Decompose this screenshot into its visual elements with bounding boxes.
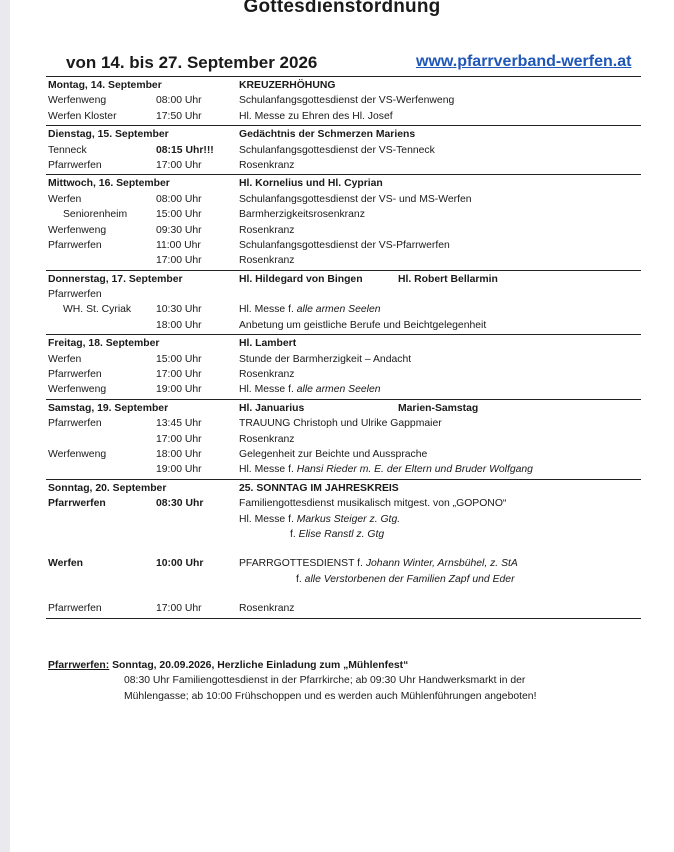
feast-name: Gedächtnis der Schmerzen Mariens <box>239 129 416 141</box>
service-place: Seniorenheim <box>63 209 128 221</box>
service-description: TRAUUNG Christoph und Ulrike Gappmaier <box>239 418 442 430</box>
service-description <box>239 462 533 477</box>
service-row <box>46 223 641 238</box>
service-row <box>46 382 641 397</box>
service-description: Familiengottesdienst musikalisch mitgest. von „GOPONO“ <box>239 498 507 510</box>
service-time: 08:30 Uhr <box>156 498 204 510</box>
service-description: Stunde der Barmherzigkeit – Andacht <box>239 353 412 365</box>
service-description: Anbetung um geistliche Berufe und Beichtgelegenheit <box>239 319 487 331</box>
service-row <box>46 496 641 511</box>
service-description: Barmherzigkeitsrosenkranz <box>239 209 365 221</box>
service-place: Pfarrwerfen <box>48 289 102 301</box>
announcement-parish: Pfarrwerfen: <box>48 660 110 671</box>
service-place: Werfen Kloster <box>48 110 117 122</box>
service-time: 15:00 Uhr <box>156 353 202 365</box>
service-place: Werfen <box>48 353 82 365</box>
service-place: Werfen <box>48 193 82 205</box>
spacer <box>46 587 641 601</box>
service-row <box>46 287 641 302</box>
day-heading-row <box>46 78 641 93</box>
service-place: Werfenweng <box>48 224 107 236</box>
announcement-line: Mühlengasse; ab 10:00 Frühschoppen und es werden auch Mühlenführungen angeboten! <box>124 690 537 702</box>
service-row <box>46 527 641 542</box>
service-description: Gelegenheit zur Beichte und Aussprache <box>239 448 428 460</box>
feast-name: Hl. Lambert <box>239 338 297 350</box>
service-description-text: PFARRGOTTESDIENST f. <box>239 558 366 570</box>
service-row <box>46 238 641 253</box>
service-place: Tenneck <box>48 144 87 156</box>
document-page <box>10 0 674 852</box>
service-description <box>296 572 515 587</box>
feast-name: 25. SONNTAG IM JAHRESKREIS <box>239 482 399 494</box>
service-place: Pfarrwerfen <box>48 418 102 430</box>
service-row <box>46 207 641 222</box>
announcement-lead <box>48 660 109 671</box>
day-heading-row <box>46 176 641 191</box>
service-time: 15:00 Uhr <box>156 209 202 221</box>
service-description-text: Hl. Messe f. <box>239 464 297 476</box>
service-description <box>290 527 384 542</box>
service-description: Schulanfangsgottesdienst der VS-Tenneck <box>239 144 435 156</box>
service-place: Werfenweng <box>48 384 107 396</box>
service-description <box>239 512 400 527</box>
announcement <box>48 658 628 704</box>
service-row <box>46 572 641 587</box>
service-description <box>239 382 381 397</box>
feast-name: Hl. Januarius <box>239 402 305 414</box>
service-intention: Elise Ranstl z. Gtg <box>298 528 385 540</box>
service-description: Hl. Messe zu Ehren des Hl. Josef <box>239 110 393 122</box>
service-intention: alle Verstorbenen der Familien Zapf und Eder <box>304 573 515 585</box>
service-row <box>46 432 641 447</box>
service-time: 19:00 Uhr <box>156 384 202 396</box>
service-row <box>46 109 641 124</box>
day-heading: Montag, 14. September <box>48 80 162 91</box>
service-place: Pfarrwerfen <box>48 603 102 615</box>
day-heading: Donnerstag, 17. September <box>48 273 183 285</box>
feast-name: KREUZERHÖHUNG <box>239 80 336 91</box>
service-place: Pfarrwerfen <box>48 498 106 510</box>
day-block-friday <box>46 335 641 400</box>
service-description: Rosenkranz <box>239 159 295 171</box>
announcement-line: 08:30 Uhr Familiengottesdienst in der Pfarrkirche; ab 09:30 Uhr Handwerksmarkt in der <box>124 675 526 687</box>
service-intention: alle armen Seelen <box>296 384 381 396</box>
day-heading-row <box>46 401 641 416</box>
service-row <box>46 93 641 108</box>
feast-name-secondary: Marien-Samstag <box>398 402 479 414</box>
service-row <box>46 447 641 462</box>
service-time: 10:30 Uhr <box>156 304 202 316</box>
day-heading: Sonntag, 20. September <box>48 482 167 494</box>
service-row <box>46 143 641 158</box>
service-time: 10:00 Uhr <box>156 558 204 570</box>
service-row <box>46 158 641 173</box>
service-intention: Hansi Rieder m. E. der Eltern und Bruder Wolfgang <box>296 464 533 476</box>
service-row <box>46 556 641 571</box>
service-description: Rosenkranz <box>239 369 295 381</box>
service-row <box>46 253 641 268</box>
service-time: 17:00 Uhr <box>156 255 202 267</box>
service-time: 18:00 Uhr <box>156 319 202 331</box>
service-row <box>46 192 641 207</box>
day-heading-row <box>46 481 641 496</box>
service-description-text: Hl. Messe f. <box>239 513 297 525</box>
schedule-table <box>46 76 641 619</box>
service-time: 08:00 Uhr <box>156 95 202 107</box>
service-time: 19:00 Uhr <box>156 464 202 476</box>
feast-name-secondary: Hl. Robert Bellarmin <box>398 273 498 285</box>
day-heading: Freitag, 18. September <box>48 338 160 350</box>
service-description: Schulanfangsgottesdienst der VS-Werfenweng <box>239 95 455 107</box>
date-range: von 14. bis 27. September 2026 <box>66 53 318 72</box>
service-description: Rosenkranz <box>239 224 295 236</box>
document-title: Gottesdienstordnung <box>243 0 441 17</box>
service-row <box>46 601 641 616</box>
service-description: Schulanfangsgottesdienst der VS- und MS-Werfen <box>239 193 472 205</box>
service-time: 09:30 Uhr <box>156 224 202 236</box>
service-place: WH. St. Cyriak <box>63 304 132 316</box>
day-block-thursday <box>46 271 641 336</box>
service-time: 13:45 Uhr <box>156 418 202 430</box>
service-description: Rosenkranz <box>239 433 295 445</box>
service-row <box>46 416 641 431</box>
service-place: Pfarrwerfen <box>48 369 102 381</box>
service-time: 17:00 Uhr <box>156 159 202 171</box>
day-heading: Dienstag, 15. September <box>48 129 169 141</box>
service-row <box>46 302 641 317</box>
service-intention: Johann Winter, Arnsbühel, z. StA <box>365 558 518 570</box>
service-description <box>239 556 518 571</box>
service-time: 17:50 Uhr <box>156 110 202 122</box>
service-place: Werfenweng <box>48 448 107 460</box>
day-heading-row <box>46 127 641 142</box>
service-place: Pfarrwerfen <box>48 159 102 171</box>
spacer <box>46 542 641 556</box>
service-description-text: f. <box>290 528 299 540</box>
service-row <box>46 352 641 367</box>
service-row <box>46 318 641 333</box>
day-block-saturday <box>46 400 641 480</box>
service-description: Schulanfangsgottesdienst der VS-Pfarrwerfen <box>239 239 450 251</box>
website-link[interactable]: www.pfarrverband-werfen.at <box>416 53 632 70</box>
service-time: 08:15 Uhr!!! <box>156 144 214 156</box>
service-time: 17:00 Uhr <box>156 603 202 615</box>
service-place: Pfarrwerfen <box>48 239 102 251</box>
feast-name: Hl. Hildegard von Bingen <box>239 273 363 285</box>
service-description: Rosenkranz <box>239 255 295 267</box>
service-time: 17:00 Uhr <box>156 369 202 381</box>
service-intention: Markus Steiger z. Gtg. <box>296 513 401 525</box>
service-place: Werfenweng <box>48 95 107 107</box>
service-time: 17:00 Uhr <box>156 433 202 445</box>
day-heading-row <box>46 272 641 287</box>
service-time: 18:00 Uhr <box>156 448 202 460</box>
service-description-text: Hl. Messe f. <box>239 384 297 396</box>
service-description: Rosenkranz <box>239 603 295 615</box>
feast-name: Hl. Kornelius und Hl. Cyprian <box>239 178 383 190</box>
service-time: 11:00 Uhr <box>156 239 201 251</box>
service-description <box>239 302 381 317</box>
day-heading: Samstag, 19. September <box>48 402 169 414</box>
service-time: 08:00 Uhr <box>156 193 202 205</box>
day-block-sunday <box>46 480 641 619</box>
announcement-title: Sonntag, 20.09.2026, Herzliche Einladung zum „Mühlenfest“ <box>109 660 409 671</box>
day-block-wednesday <box>46 175 641 270</box>
announcement-heading <box>48 658 628 673</box>
service-row <box>46 462 641 477</box>
service-place: Werfen <box>48 558 84 570</box>
service-description-text: Hl. Messe f. <box>239 304 297 316</box>
day-heading: Mittwoch, 16. September <box>48 178 170 190</box>
service-row <box>46 367 641 382</box>
day-block-monday <box>46 77 641 126</box>
day-heading-row <box>46 336 641 351</box>
day-block-tuesday <box>46 126 641 175</box>
service-row <box>46 512 641 527</box>
service-description-text: f. <box>296 573 305 585</box>
service-intention: alle armen Seelen <box>296 304 381 316</box>
